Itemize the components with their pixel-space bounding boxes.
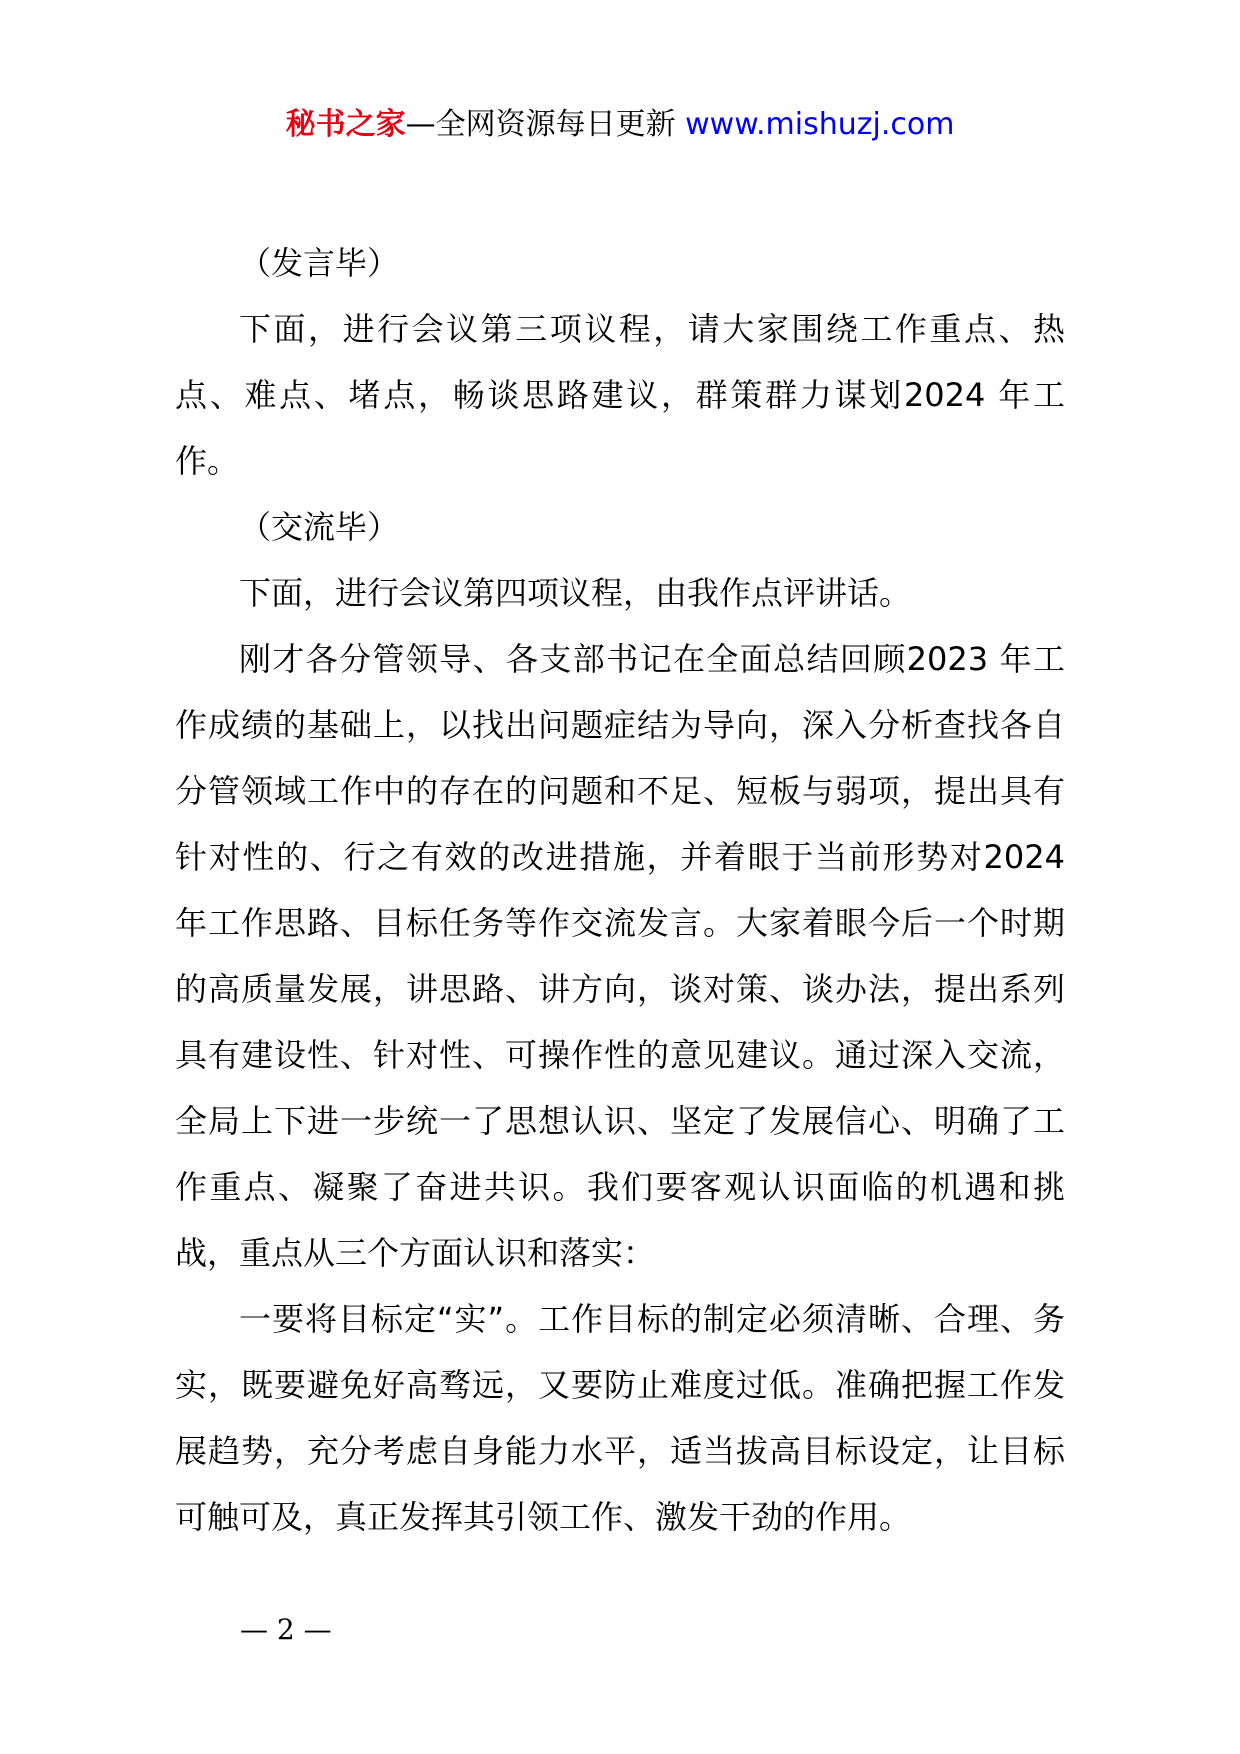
paragraph-speech-end: （发言毕） — [239, 244, 400, 282]
site-url-link[interactable]: www.mishuzj.com — [685, 107, 955, 142]
site-slogan: —全网资源每日更新 — [405, 107, 676, 142]
paragraph-exchange-end: （交流毕） — [239, 508, 400, 546]
document-body — [175, 230, 1065, 1550]
site-brand: 秘书之家 — [285, 107, 406, 142]
paragraph-agenda-four: 下面，进行会议第四项议程，由我作点评讲话。 — [239, 574, 912, 612]
paragraph-agenda-three: 下面，进行会议第三项议程，请大家围绕工作重点、热点、难点、堵点，畅谈思路建议，群策群力谋划2024 年工作。 — [175, 310, 1065, 480]
paragraph-summary: 刚才各分管领导、各支部书记在全面总结回顾2023 年工作成绩的基础上，以找出问题症结为导向，深入分析查找各自分管领域工作中的存在的问题和不足、短板与弱项，提出具有针对性的、行之有效的改进措施，并着眼于当前形势对2024 年工作思路、目标任务等作交流发言。大家着眼今后一个时期的高质量发展，讲思路、讲方向，谈对策、谈办法，提出系列具有建设性、针对性、可操作性的意见建议。通过深入交流，全局上下进一步统一了思想认识、坚定了发展信心、明确了工作重点、凝聚了奋进共识。我们要客观认识面临的机遇和挑战，重点从三个方面认识和落实： — [175, 640, 1065, 1272]
page-number: — 2 — — [240, 1613, 332, 1646]
paragraph-point-one: 一要将目标定“实”。工作目标的制定必须清晰、合理、务实，既要避免好高骛远，又要防止难度过低。准确把握工作发展趋势，充分考虑自身能力水平，适当拔高目标设定，让目标可触可及，真正发挥其引领工作、激发干劲的作用。 — [175, 1300, 1065, 1536]
site-header — [0, 100, 1240, 150]
